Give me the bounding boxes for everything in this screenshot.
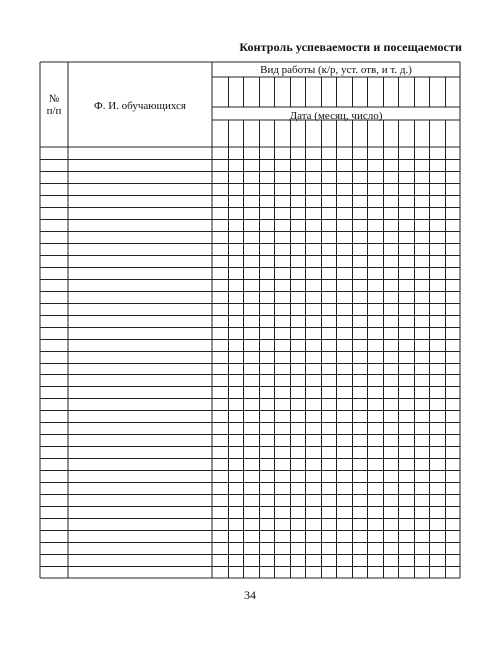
column-header-date: Дата (месяц, число) <box>289 110 383 122</box>
page-title: Контроль успеваемости и посещаемости <box>239 40 462 54</box>
column-header-number-symbol: № <box>48 93 60 105</box>
page-number: 34 <box>244 588 256 602</box>
column-header-student-name: Ф. И. обучающихся <box>94 100 186 112</box>
column-header-work-type: Вид работы (к/р, уст. отв, и т. д.) <box>260 64 412 76</box>
column-header-number-abbr: п/п <box>46 105 62 117</box>
column-header-number <box>40 93 68 117</box>
